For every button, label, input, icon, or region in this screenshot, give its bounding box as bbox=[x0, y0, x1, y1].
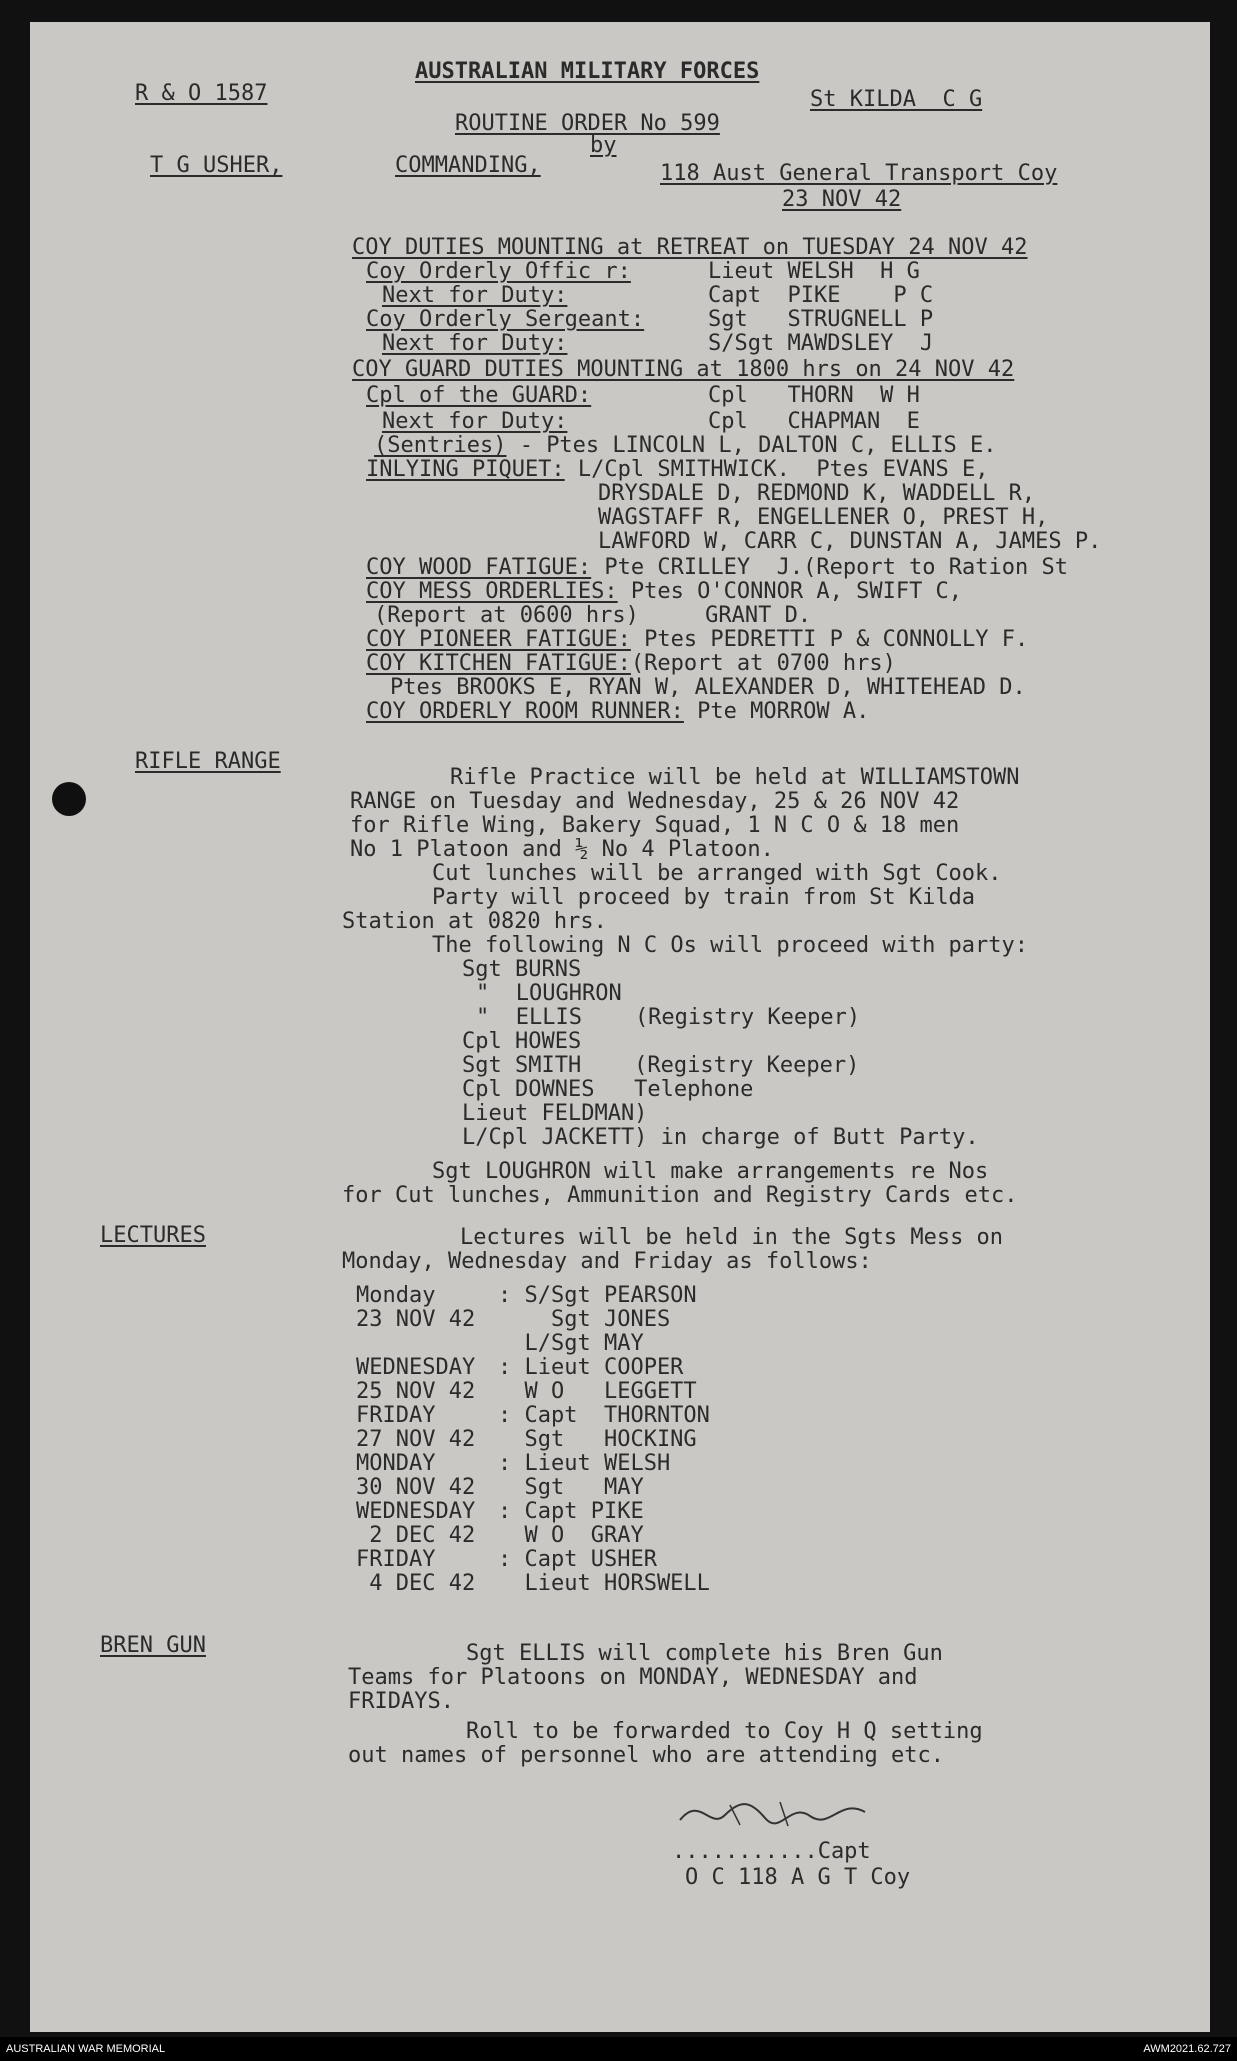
duty-value: Capt PIKE P C bbox=[708, 283, 934, 308]
lecture-name: Lieut HORSWELL bbox=[498, 1571, 710, 1596]
footer-right: AWM2021.62.727 bbox=[1143, 2043, 1231, 2055]
bren-text: out names of personnel who are attending etc. bbox=[348, 1743, 945, 1768]
rifle-text: Sgt LOUGHRON will make arrangements re Nos bbox=[432, 1159, 989, 1184]
duty-value: Lieut WELSH H G bbox=[708, 259, 920, 284]
duty-label: Coy Orderly Sergeant: bbox=[366, 307, 645, 332]
duty-label: Next for Duty: bbox=[382, 283, 568, 308]
rifle-nco: " LOUGHRON bbox=[476, 981, 622, 1006]
signature-scribble bbox=[670, 1790, 890, 1840]
duty-value: LAWFORD W, CARR C, DUNSTAN A, JAMES P. bbox=[598, 529, 1102, 554]
lecture-name: Sgt HOCKING bbox=[498, 1427, 697, 1452]
rifle-text: Cut lunches will be arranged with Sgt Cook. bbox=[432, 861, 1002, 886]
lecture-name: : Capt PIKE bbox=[498, 1499, 644, 1524]
order-number: ROUTINE ORDER No 599 bbox=[455, 111, 720, 136]
duty-value: - Ptes LINCOLN L, DALTON C, ELLIS E. bbox=[506, 433, 997, 458]
duty-value: WAGSTAFF R, ENGELLENER O, PREST H, bbox=[598, 505, 1049, 530]
section-heading-lectures: LECTURES bbox=[100, 1223, 206, 1248]
lecture-day: FRIDAY bbox=[356, 1547, 436, 1572]
lecture-name: : S/Sgt PEARSON bbox=[498, 1283, 697, 1308]
rifle-text: No 1 Platoon and ½ No 4 Platoon. bbox=[350, 837, 774, 862]
unit-name: 118 Aust General Transport Coy bbox=[660, 161, 1058, 186]
rifle-nco: L/Cpl JACKETT) in charge of Butt Party. bbox=[462, 1125, 979, 1150]
duty-value: DRYSDALE D, REDMOND K, WADDELL R, bbox=[598, 481, 1036, 506]
oc-title: O C 118 A G T Coy bbox=[685, 1865, 911, 1890]
duty-label: Next for Duty: bbox=[382, 331, 568, 356]
duty-value: L/Cpl SMITHWICK. Ptes EVANS E, bbox=[564, 457, 989, 482]
rifle-nco: Sgt BURNS bbox=[462, 957, 582, 982]
duty-label: Next for Duty: bbox=[382, 409, 568, 434]
lecture-name: : Lieut COOPER bbox=[498, 1355, 684, 1380]
lecture-name: Sgt JONES bbox=[498, 1307, 671, 1332]
rifle-text: RANGE on Tuesday and Wednesday, 25 & 26 NOV 42 bbox=[350, 789, 960, 814]
rifle-nco: Cpl HOWES bbox=[462, 1029, 582, 1054]
duty-label: COY MESS ORDERLIES: bbox=[366, 579, 618, 604]
duty-label: COY KITCHEN FATIGUE: bbox=[366, 651, 631, 676]
commanding-label: COMMANDING, bbox=[395, 153, 541, 178]
duty-label: INLYING PIQUET: bbox=[366, 457, 565, 482]
duty-value: (Report at 0700 hrs) bbox=[630, 651, 896, 676]
duty-label: COY PIONEER FATIGUE: bbox=[366, 627, 631, 652]
duty-value: GRANT D. bbox=[638, 603, 812, 628]
duty-value: Cpl CHAPMAN E bbox=[708, 409, 920, 434]
lecture-name: : Capt THORNTON bbox=[498, 1403, 710, 1428]
duty-line: COY DUTIES MOUNTING at RETREAT on TUESDAY 24 NOV 42 bbox=[352, 235, 1028, 260]
duty-label: Coy Orderly Offic r: bbox=[366, 259, 631, 284]
lecture-name: W O LEGGETT bbox=[498, 1379, 697, 1404]
lectures-text: Monday, Wednesday and Friday as follows: bbox=[342, 1249, 872, 1274]
lecture-name: : Capt USHER bbox=[498, 1547, 657, 1572]
lecture-day: WEDNESDAY bbox=[356, 1355, 476, 1380]
document-sheet bbox=[30, 22, 1210, 2032]
duty-label: COY ORDERLY ROOM RUNNER: bbox=[366, 699, 684, 724]
punch-hole bbox=[52, 782, 86, 816]
rifle-text: Party will proceed by train from St Kilda bbox=[432, 885, 976, 910]
duty-value: Ptes BROOKS E, RYAN W, ALEXANDER D, WHITEHEAD D. bbox=[390, 675, 1026, 700]
signature-line: ...........Capt bbox=[672, 1839, 871, 1864]
lecture-day: FRIDAY bbox=[356, 1403, 436, 1428]
lecture-day: 2 DEC 42 bbox=[356, 1523, 476, 1548]
rifle-text: The following N C Os will proceed with party: bbox=[432, 933, 1029, 958]
lecture-name: W O GRAY bbox=[498, 1523, 644, 1548]
archive-footer bbox=[0, 2037, 1237, 2061]
lectures-text: Lectures will be held in the Sgts Mess on bbox=[460, 1225, 1004, 1250]
rifle-text: for Cut lunches, Ammunition and Registry Cards etc. bbox=[342, 1183, 1018, 1208]
duty-label: Cpl of the GUARD: bbox=[366, 383, 592, 408]
duty-value: Pte MORROW A. bbox=[683, 699, 870, 724]
lecture-day: WEDNESDAY bbox=[356, 1499, 476, 1524]
lecture-day: MONDAY bbox=[356, 1451, 436, 1476]
lecture-day: 4 DEC 42 bbox=[356, 1571, 476, 1596]
duty-value: Ptes PEDRETTI P & CONNOLLY F. bbox=[630, 627, 1029, 652]
lecture-day: 27 NOV 42 bbox=[356, 1427, 476, 1452]
lecture-name: Sgt MAY bbox=[498, 1475, 644, 1500]
duty-value: Sgt STRUGNELL P bbox=[708, 307, 934, 332]
duty-label: COY WOOD FATIGUE: bbox=[366, 555, 592, 580]
ref-number: R & O 1587 bbox=[135, 81, 268, 106]
footer-left: AUSTRALIAN WAR MEMORIAL bbox=[6, 2043, 166, 2055]
bren-text: FRIDAYS. bbox=[348, 1689, 454, 1714]
duty-value: S/Sgt MAWDSLEY J bbox=[708, 331, 934, 356]
duty-value: Pte CRILLEY J.(Report to Ration St bbox=[591, 555, 1068, 580]
rifle-nco: Lieut FELDMAN) bbox=[462, 1101, 648, 1126]
duty-label: (Sentries) bbox=[374, 433, 507, 458]
bren-text: Sgt ELLIS will complete his Bren Gun bbox=[466, 1641, 943, 1666]
duty-label: (Report at 0600 hrs) bbox=[374, 603, 639, 628]
lecture-name: L/Sgt MAY bbox=[498, 1331, 644, 1356]
section-heading-rifle-range: RIFLE RANGE bbox=[135, 749, 281, 774]
duty-line: COY GUARD DUTIES MOUNTING at 1800 hrs on 24 NOV 42 bbox=[352, 357, 1015, 382]
lecture-day: Monday bbox=[356, 1283, 436, 1308]
duty-value: Ptes O'CONNOR A, SWIFT C, bbox=[617, 579, 963, 604]
lecture-day: 30 NOV 42 bbox=[356, 1475, 476, 1500]
order-by: by bbox=[590, 133, 617, 158]
section-heading-bren-gun: BREN GUN bbox=[100, 1633, 206, 1658]
duty-value: Cpl THORN W H bbox=[708, 383, 920, 408]
org-title: AUSTRALIAN MILITARY FORCES bbox=[415, 59, 760, 84]
rifle-nco: " ELLIS (Registry Keeper) bbox=[476, 1005, 861, 1030]
lecture-name: : Lieut WELSH bbox=[498, 1451, 671, 1476]
rifle-text: for Rifle Wing, Bakery Squad, 1 N C O & 18 men bbox=[350, 813, 960, 838]
rifle-text: Rifle Practice will be held at WILLIAMSTOWN bbox=[450, 765, 1020, 790]
lecture-day: 25 NOV 42 bbox=[356, 1379, 476, 1404]
rifle-nco: Sgt SMITH (Registry Keeper) bbox=[462, 1053, 860, 1078]
rifle-text: Station at 0820 hrs. bbox=[342, 909, 607, 934]
location: St KILDA C G bbox=[810, 87, 983, 112]
lecture-day: 23 NOV 42 bbox=[356, 1307, 476, 1332]
commander-name: T G USHER, bbox=[150, 153, 283, 178]
rifle-nco: Cpl DOWNES Telephone bbox=[462, 1077, 754, 1102]
order-date: 23 NOV 42 bbox=[782, 187, 902, 212]
bren-text: Teams for Platoons on MONDAY, WEDNESDAY and bbox=[348, 1665, 918, 1690]
bren-text: Roll to be forwarded to Coy H Q setting bbox=[466, 1719, 983, 1744]
